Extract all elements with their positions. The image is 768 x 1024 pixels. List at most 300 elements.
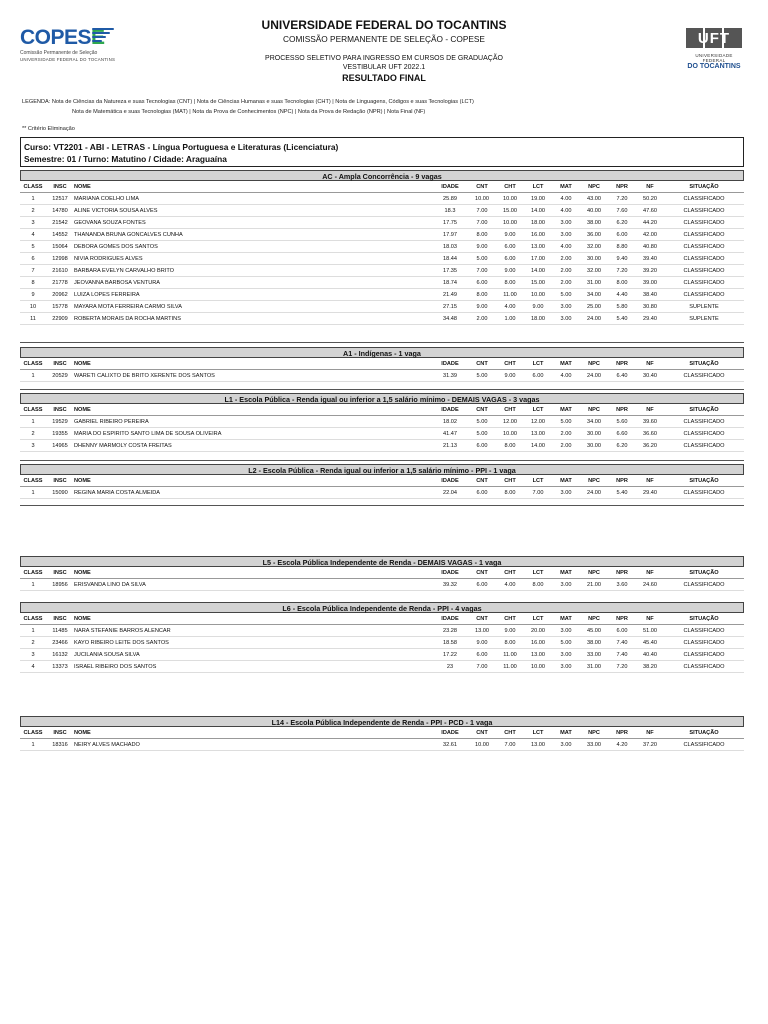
cell-nf: 40.80 bbox=[636, 241, 664, 253]
cell-class: 11 bbox=[20, 313, 46, 325]
column-header-npc: NPC bbox=[580, 181, 608, 193]
table-header-row bbox=[20, 181, 744, 193]
cell-insc: 21778 bbox=[46, 277, 74, 289]
column-header-npc: NPC bbox=[580, 727, 608, 739]
cell-npc: 38.00 bbox=[580, 637, 608, 649]
cell-situacao: CLASSIFICADO bbox=[664, 265, 744, 277]
cell-npc: 33.00 bbox=[580, 739, 608, 751]
cell-mat: 5.00 bbox=[552, 289, 580, 301]
column-header-npr: NPR bbox=[608, 404, 636, 416]
table-row bbox=[20, 301, 744, 313]
cell-cnt: 6.00 bbox=[468, 440, 496, 452]
column-header-class: CLASS bbox=[20, 358, 46, 370]
section-title: A1 - Indígenas - 1 vaga bbox=[20, 347, 744, 358]
cell-mat: 3.00 bbox=[552, 313, 580, 325]
cell-cht: 6.00 bbox=[496, 241, 524, 253]
column-header-lct: LCT bbox=[524, 567, 552, 579]
table-row bbox=[20, 440, 744, 452]
cell-cht: 10.00 bbox=[496, 217, 524, 229]
cell-npc: 31.00 bbox=[580, 277, 608, 289]
cell-npr: 5.60 bbox=[608, 416, 636, 428]
cell-nome: ERISVANDA LINO DA SILVA bbox=[74, 579, 432, 591]
section-divider bbox=[20, 389, 744, 390]
cell-class: 2 bbox=[20, 205, 46, 217]
cell-insc: 22909 bbox=[46, 313, 74, 325]
cell-npr: 5.40 bbox=[608, 487, 636, 499]
column-header-cht: CHT bbox=[496, 567, 524, 579]
column-header-class: CLASS bbox=[20, 567, 46, 579]
legend-line-1: LEGENDA: Nota de Ciências da Natureza e suas Tecnologias (CNT) | Nota de Ciências Humanas e suas Tecnologias (CHT) | Nota de Linguagens, Códigos e suas Tecnologias (LCT) bbox=[22, 99, 474, 105]
cell-idade: 34.48 bbox=[432, 313, 468, 325]
section-title: AC - Ampla Concorrência - 9 vagas bbox=[20, 170, 744, 181]
results-table bbox=[20, 567, 744, 591]
result-section bbox=[20, 464, 744, 499]
cell-cnt: 13.00 bbox=[468, 625, 496, 637]
column-header-nome: NOME bbox=[74, 181, 432, 193]
cell-cht: 4.00 bbox=[496, 579, 524, 591]
results-table bbox=[20, 358, 744, 382]
cell-class: 2 bbox=[20, 428, 46, 440]
cell-cht: 9.00 bbox=[496, 625, 524, 637]
cell-nome: GABRIEL RIBEIRO PEREIRA bbox=[74, 416, 432, 428]
cell-situacao: CLASSIFICADO bbox=[664, 370, 744, 382]
cell-npc: 24.00 bbox=[580, 487, 608, 499]
result-section bbox=[20, 347, 744, 382]
cell-class: 3 bbox=[20, 649, 46, 661]
cell-nome: DHENNY MARMOLY COSTA FREITAS bbox=[74, 440, 432, 452]
cell-npr: 7.20 bbox=[608, 661, 636, 673]
cell-situacao: CLASSIFICADO bbox=[664, 487, 744, 499]
column-header-cht: CHT bbox=[496, 727, 524, 739]
cell-lct: 18.00 bbox=[524, 217, 552, 229]
cell-npr: 6.20 bbox=[608, 440, 636, 452]
cell-npr: 3.60 bbox=[608, 579, 636, 591]
cell-lct: 10.00 bbox=[524, 661, 552, 673]
cell-cht: 9.00 bbox=[496, 370, 524, 382]
cell-nome: KAYO RIBEIRO LEITE DOS SANTOS bbox=[74, 637, 432, 649]
column-header-nf: NF bbox=[636, 567, 664, 579]
column-header-insc: INSC bbox=[46, 613, 74, 625]
cell-npr: 6.20 bbox=[608, 217, 636, 229]
column-header-situacao: SITUAÇÃO bbox=[664, 475, 744, 487]
cell-insc: 14780 bbox=[46, 205, 74, 217]
cell-npr: 7.20 bbox=[608, 265, 636, 277]
table-row bbox=[20, 487, 744, 499]
cell-nf: 38.40 bbox=[636, 289, 664, 301]
cell-situacao: SUPLENTE bbox=[664, 301, 744, 313]
cell-class: 2 bbox=[20, 637, 46, 649]
cell-lct: 7.00 bbox=[524, 487, 552, 499]
cell-npc: 32.00 bbox=[580, 265, 608, 277]
cell-mat: 3.00 bbox=[552, 649, 580, 661]
cell-lct: 9.00 bbox=[524, 301, 552, 313]
cell-cnt: 6.00 bbox=[468, 649, 496, 661]
cell-nf: 39.00 bbox=[636, 277, 664, 289]
table-header-row bbox=[20, 727, 744, 739]
cell-situacao: CLASSIFICADO bbox=[664, 625, 744, 637]
cell-situacao: CLASSIFICADO bbox=[664, 649, 744, 661]
column-header-nome: NOME bbox=[74, 567, 432, 579]
column-header-insc: INSC bbox=[46, 358, 74, 370]
cell-nome: ALINE VICTORIA SOUSA ALVES bbox=[74, 205, 432, 217]
cell-class: 6 bbox=[20, 253, 46, 265]
column-header-cnt: CNT bbox=[468, 404, 496, 416]
cell-nf: 24.60 bbox=[636, 579, 664, 591]
column-header-nome: NOME bbox=[74, 475, 432, 487]
cell-cnt: 7.00 bbox=[468, 205, 496, 217]
section-title: L14 - Escola Pública Independente de Renda - PPI - PCD - 1 vaga bbox=[20, 716, 744, 727]
cell-cht: 10.00 bbox=[496, 428, 524, 440]
table-row bbox=[20, 277, 744, 289]
column-header-nf: NF bbox=[636, 181, 664, 193]
section-divider bbox=[20, 505, 744, 506]
cell-idade: 21.13 bbox=[432, 440, 468, 452]
cell-lct: 13.00 bbox=[524, 241, 552, 253]
cell-lct: 13.00 bbox=[524, 649, 552, 661]
table-row bbox=[20, 241, 744, 253]
results-table bbox=[20, 613, 744, 673]
cell-cht: 8.00 bbox=[496, 277, 524, 289]
cell-situacao: CLASSIFICADO bbox=[664, 428, 744, 440]
cell-cnt: 9.00 bbox=[468, 637, 496, 649]
cell-nome: ROBERTA MORAIS DA ROCHA MARTINS bbox=[74, 313, 432, 325]
cell-npr: 6.00 bbox=[608, 229, 636, 241]
cell-insc: 23466 bbox=[46, 637, 74, 649]
cell-class: 4 bbox=[20, 229, 46, 241]
cell-npc: 30.00 bbox=[580, 428, 608, 440]
cell-nf: 45.40 bbox=[636, 637, 664, 649]
cell-nf: 38.20 bbox=[636, 661, 664, 673]
cell-idade: 18.3 bbox=[432, 205, 468, 217]
cell-insc: 20962 bbox=[46, 289, 74, 301]
cell-insc: 12517 bbox=[46, 193, 74, 205]
column-header-cnt: CNT bbox=[468, 613, 496, 625]
cell-mat: 5.00 bbox=[552, 637, 580, 649]
cell-npr: 4.40 bbox=[608, 289, 636, 301]
cell-idade: 17.35 bbox=[432, 265, 468, 277]
cell-nf: 30.40 bbox=[636, 370, 664, 382]
cell-idade: 25.89 bbox=[432, 193, 468, 205]
cell-situacao: CLASSIFICADO bbox=[664, 739, 744, 751]
cell-situacao: CLASSIFICADO bbox=[664, 205, 744, 217]
cell-lct: 6.00 bbox=[524, 370, 552, 382]
cell-mat: 2.00 bbox=[552, 265, 580, 277]
course-name: Curso: VT2201 - ABI - LETRAS - Língua Portuguesa e Literaturas (Licenciatura) bbox=[24, 142, 339, 152]
uft-logo-subtitle: UNIVERSIDADE FEDERAL bbox=[695, 53, 733, 63]
column-header-situacao: SITUAÇÃO bbox=[664, 727, 744, 739]
column-header-insc: INSC bbox=[46, 404, 74, 416]
cell-npc: 30.00 bbox=[580, 253, 608, 265]
column-header-mat: MAT bbox=[552, 613, 580, 625]
table-header-row bbox=[20, 475, 744, 487]
cell-npc: 45.00 bbox=[580, 625, 608, 637]
cell-cnt: 6.00 bbox=[468, 277, 496, 289]
column-header-mat: MAT bbox=[552, 727, 580, 739]
result-section bbox=[20, 716, 744, 751]
cell-class: 5 bbox=[20, 241, 46, 253]
cell-insc: 16132 bbox=[46, 649, 74, 661]
cell-insc: 12998 bbox=[46, 253, 74, 265]
cell-mat: 2.00 bbox=[552, 440, 580, 452]
cell-cht: 11.00 bbox=[496, 661, 524, 673]
cell-cht: 6.00 bbox=[496, 253, 524, 265]
cell-insc: 14965 bbox=[46, 440, 74, 452]
cell-insc: 15090 bbox=[46, 487, 74, 499]
page-title: UNIVERSIDADE FEDERAL DO TOCANTINS bbox=[261, 18, 507, 32]
cell-insc: 11485 bbox=[46, 625, 74, 637]
cell-idade: 21.49 bbox=[432, 289, 468, 301]
column-header-situacao: SITUAÇÃO bbox=[664, 567, 744, 579]
column-header-cnt: CNT bbox=[468, 181, 496, 193]
cell-insc: 15064 bbox=[46, 241, 74, 253]
cell-nf: 39.60 bbox=[636, 416, 664, 428]
cell-mat: 3.00 bbox=[552, 579, 580, 591]
table-row bbox=[20, 253, 744, 265]
cell-cht: 1.00 bbox=[496, 313, 524, 325]
cell-situacao: CLASSIFICADO bbox=[664, 193, 744, 205]
section-title: L6 - Escola Pública Independente de Renda - PPI - 4 vagas bbox=[20, 602, 744, 613]
cell-idade: 23 bbox=[432, 661, 468, 673]
cell-cnt: 7.00 bbox=[468, 217, 496, 229]
cell-npr: 5.40 bbox=[608, 313, 636, 325]
column-header-npr: NPR bbox=[608, 475, 636, 487]
column-header-insc: INSC bbox=[46, 567, 74, 579]
cell-nome: JEOVANNA BARBOSA VENTURA bbox=[74, 277, 432, 289]
cell-situacao: CLASSIFICADO bbox=[664, 440, 744, 452]
column-header-nf: NF bbox=[636, 404, 664, 416]
cell-nf: 47.60 bbox=[636, 205, 664, 217]
cell-class: 3 bbox=[20, 217, 46, 229]
cell-lct: 18.00 bbox=[524, 313, 552, 325]
cell-cnt: 5.00 bbox=[468, 428, 496, 440]
criterio-note: ** Critério Eliminação bbox=[22, 126, 75, 132]
cell-npc: 38.00 bbox=[580, 217, 608, 229]
cell-npc: 33.00 bbox=[580, 649, 608, 661]
column-header-cht: CHT bbox=[496, 475, 524, 487]
cell-npc: 43.00 bbox=[580, 193, 608, 205]
column-header-class: CLASS bbox=[20, 181, 46, 193]
cell-class: 1 bbox=[20, 579, 46, 591]
column-header-lct: LCT bbox=[524, 613, 552, 625]
cell-nf: 36.60 bbox=[636, 428, 664, 440]
cell-nome: THANANDA BRUNA GONCALVES CUNHA bbox=[74, 229, 432, 241]
cell-npc: 31.00 bbox=[580, 661, 608, 673]
uft-logo bbox=[684, 26, 744, 70]
column-header-nf: NF bbox=[636, 727, 664, 739]
cell-class: 10 bbox=[20, 301, 46, 313]
cell-nome: WARETI CALIXTO DE BRITO XERENTE DOS SANTOS bbox=[74, 370, 432, 382]
cell-idade: 22.04 bbox=[432, 487, 468, 499]
cell-insc: 19529 bbox=[46, 416, 74, 428]
column-header-npc: NPC bbox=[580, 613, 608, 625]
cell-nf: 29.40 bbox=[636, 487, 664, 499]
cell-insc: 13373 bbox=[46, 661, 74, 673]
cell-mat: 5.00 bbox=[552, 416, 580, 428]
column-header-insc: INSC bbox=[46, 475, 74, 487]
column-header-nf: NF bbox=[636, 613, 664, 625]
cell-insc: 21542 bbox=[46, 217, 74, 229]
column-header-idade: IDADE bbox=[432, 727, 468, 739]
column-header-class: CLASS bbox=[20, 475, 46, 487]
cell-nf: 40.40 bbox=[636, 649, 664, 661]
column-header-npr: NPR bbox=[608, 567, 636, 579]
cell-insc: 15778 bbox=[46, 301, 74, 313]
cell-npr: 6.40 bbox=[608, 370, 636, 382]
cell-class: 1 bbox=[20, 193, 46, 205]
cell-situacao: CLASSIFICADO bbox=[664, 217, 744, 229]
cell-npc: 24.00 bbox=[580, 313, 608, 325]
cell-lct: 15.00 bbox=[524, 277, 552, 289]
table-row bbox=[20, 193, 744, 205]
cell-mat: 3.00 bbox=[552, 229, 580, 241]
column-header-cht: CHT bbox=[496, 404, 524, 416]
cell-nome: NEIRY ALVES MACHADO bbox=[74, 739, 432, 751]
result-section bbox=[20, 170, 744, 325]
cell-class: 4 bbox=[20, 661, 46, 673]
cell-npr: 8.80 bbox=[608, 241, 636, 253]
cell-cht: 10.00 bbox=[496, 193, 524, 205]
cell-npc: 24.00 bbox=[580, 370, 608, 382]
table-row bbox=[20, 661, 744, 673]
column-header-class: CLASS bbox=[20, 727, 46, 739]
column-header-situacao: SITUAÇÃO bbox=[664, 404, 744, 416]
cell-insc: 19355 bbox=[46, 428, 74, 440]
table-row bbox=[20, 370, 744, 382]
cell-cnt: 6.00 bbox=[468, 579, 496, 591]
column-header-npr: NPR bbox=[608, 727, 636, 739]
cell-nf: 39.40 bbox=[636, 253, 664, 265]
column-header-idade: IDADE bbox=[432, 181, 468, 193]
cell-lct: 14.00 bbox=[524, 440, 552, 452]
cell-nome: NIVIA RODRIGUES ALVES bbox=[74, 253, 432, 265]
cell-npr: 8.00 bbox=[608, 277, 636, 289]
cell-insc: 14552 bbox=[46, 229, 74, 241]
table-row bbox=[20, 428, 744, 440]
column-header-nome: NOME bbox=[74, 404, 432, 416]
cell-nome: MARIANA COELHO LIMA bbox=[74, 193, 432, 205]
column-header-mat: MAT bbox=[552, 181, 580, 193]
cell-idade: 18.44 bbox=[432, 253, 468, 265]
cell-lct: 20.00 bbox=[524, 625, 552, 637]
column-header-npr: NPR bbox=[608, 358, 636, 370]
cell-npr: 7.20 bbox=[608, 193, 636, 205]
cell-npr: 4.20 bbox=[608, 739, 636, 751]
cell-npc: 32.00 bbox=[580, 241, 608, 253]
cell-npc: 34.00 bbox=[580, 416, 608, 428]
cell-mat: 3.00 bbox=[552, 301, 580, 313]
cell-mat: 2.00 bbox=[552, 253, 580, 265]
cell-npc: 30.00 bbox=[580, 440, 608, 452]
cell-idade: 41.47 bbox=[432, 428, 468, 440]
cell-nome: ISRAEL RIBEIRO DOS SANTOS bbox=[74, 661, 432, 673]
cell-mat: 4.00 bbox=[552, 205, 580, 217]
cell-cnt: 7.00 bbox=[468, 265, 496, 277]
column-header-npc: NPC bbox=[580, 475, 608, 487]
column-header-npr: NPR bbox=[608, 181, 636, 193]
column-header-situacao: SITUAÇÃO bbox=[664, 613, 744, 625]
cell-mat: 3.00 bbox=[552, 625, 580, 637]
cell-idade: 18.74 bbox=[432, 277, 468, 289]
cell-situacao: CLASSIFICADO bbox=[664, 579, 744, 591]
page-subtitle: COMISSÃO PERMANENTE DE SELEÇÃO - COPESE bbox=[283, 34, 485, 44]
course-semester: Semestre: 01 / Turno: Matutino / Cidade: Araguaína bbox=[24, 154, 227, 164]
cell-idade: 18.58 bbox=[432, 637, 468, 649]
column-header-idade: IDADE bbox=[432, 567, 468, 579]
table-row bbox=[20, 265, 744, 277]
copese-logo-subtitle: Comissão Permanente de Seleção bbox=[20, 50, 98, 56]
cell-nf: 51.00 bbox=[636, 625, 664, 637]
column-header-lct: LCT bbox=[524, 181, 552, 193]
cell-nf: 37.20 bbox=[636, 739, 664, 751]
cell-idade: 17.75 bbox=[432, 217, 468, 229]
section-divider bbox=[20, 460, 744, 461]
table-row bbox=[20, 229, 744, 241]
cell-idade: 17.22 bbox=[432, 649, 468, 661]
cell-cnt: 6.00 bbox=[468, 487, 496, 499]
column-header-cht: CHT bbox=[496, 358, 524, 370]
section-title: L5 - Escola Pública Independente de Renda - DEMAIS VAGAS - 1 vaga bbox=[20, 556, 744, 567]
table-row bbox=[20, 217, 744, 229]
cell-nf: 42.00 bbox=[636, 229, 664, 241]
cell-mat: 2.00 bbox=[552, 428, 580, 440]
column-header-npc: NPC bbox=[580, 404, 608, 416]
result-section bbox=[20, 602, 744, 673]
copese-logo-university: UNIVERSIDADE FEDERAL DO TOCANTINS bbox=[20, 57, 116, 62]
cell-insc: 20529 bbox=[46, 370, 74, 382]
table-row bbox=[20, 416, 744, 428]
column-header-mat: MAT bbox=[552, 567, 580, 579]
cell-class: 1 bbox=[20, 416, 46, 428]
column-header-nf: NF bbox=[636, 475, 664, 487]
cell-nf: 36.20 bbox=[636, 440, 664, 452]
cell-cht: 4.00 bbox=[496, 301, 524, 313]
cell-cht: 8.00 bbox=[496, 440, 524, 452]
cell-insc: 18956 bbox=[46, 579, 74, 591]
column-header-idade: IDADE bbox=[432, 358, 468, 370]
section-title: L1 - Escola Pública - Renda igual ou inferior a 1,5 salário mínimo - DEMAIS VAGAS - 3 vagas bbox=[20, 393, 744, 404]
cell-situacao: CLASSIFICADO bbox=[664, 637, 744, 649]
cell-cnt: 8.00 bbox=[468, 229, 496, 241]
table-row bbox=[20, 739, 744, 751]
cell-nome: BARBARA EVELYN CARVALHO BRITO bbox=[74, 265, 432, 277]
table-header-row bbox=[20, 613, 744, 625]
column-header-situacao: SITUAÇÃO bbox=[664, 181, 744, 193]
table-row bbox=[20, 289, 744, 301]
column-header-insc: INSC bbox=[46, 727, 74, 739]
cell-idade: 23.28 bbox=[432, 625, 468, 637]
table-row bbox=[20, 313, 744, 325]
result-section bbox=[20, 393, 744, 452]
column-header-cnt: CNT bbox=[468, 475, 496, 487]
cell-idade: 27.15 bbox=[432, 301, 468, 313]
column-header-mat: MAT bbox=[552, 404, 580, 416]
cell-cht: 9.00 bbox=[496, 265, 524, 277]
section-divider bbox=[20, 342, 744, 343]
column-header-class: CLASS bbox=[20, 404, 46, 416]
column-header-nome: NOME bbox=[74, 727, 432, 739]
cell-mat: 4.00 bbox=[552, 370, 580, 382]
column-header-lct: LCT bbox=[524, 358, 552, 370]
column-header-cnt: CNT bbox=[468, 358, 496, 370]
cell-nome: LUIZA LOPES FERREIRA bbox=[74, 289, 432, 301]
cell-insc: 18316 bbox=[46, 739, 74, 751]
cell-lct: 10.00 bbox=[524, 289, 552, 301]
cell-npc: 36.00 bbox=[580, 229, 608, 241]
cell-class: 9 bbox=[20, 289, 46, 301]
cell-nome: NARA STEFANIE BARROS ALENCAR bbox=[74, 625, 432, 637]
cell-npr: 9.40 bbox=[608, 253, 636, 265]
cell-cnt: 9.00 bbox=[468, 241, 496, 253]
